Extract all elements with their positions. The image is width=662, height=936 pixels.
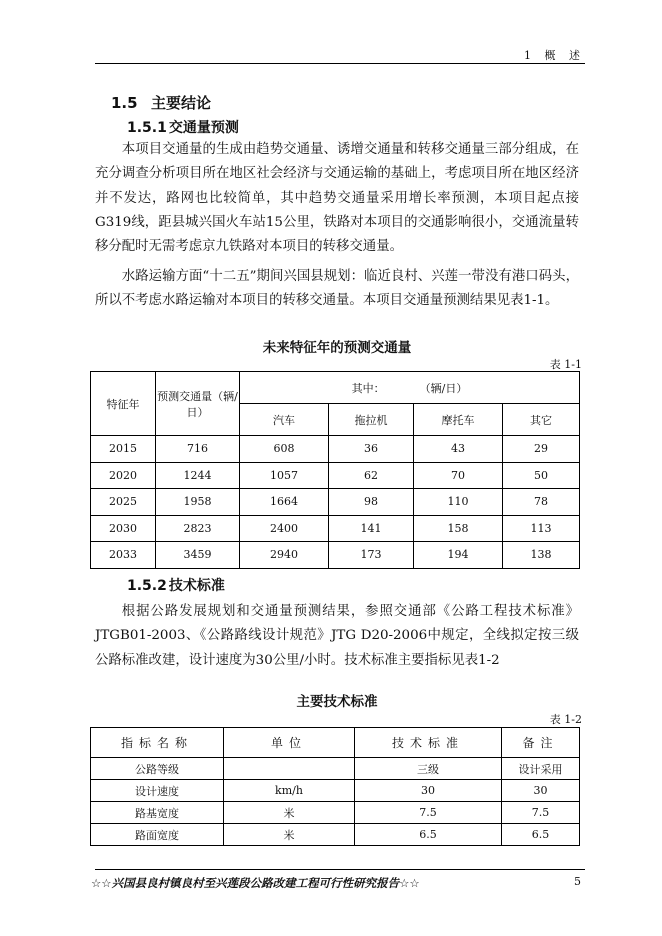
header-total: 预测交通量（辆/日） bbox=[156, 372, 240, 436]
table-cell: 3459 bbox=[156, 542, 240, 569]
table-cell: 2020 bbox=[91, 462, 156, 489]
traffic-paragraph-1 bbox=[95, 138, 579, 259]
table-cell: 米 bbox=[224, 802, 355, 824]
table-cell: 路基宽度 bbox=[91, 802, 224, 824]
table-row bbox=[91, 436, 580, 463]
table-row bbox=[91, 758, 580, 780]
table-cell: 30 bbox=[355, 780, 502, 802]
table1-title: 未来特征年的预测交通量 bbox=[262, 340, 412, 356]
table-cell: 98 bbox=[329, 489, 414, 516]
table-row bbox=[91, 802, 580, 824]
running-header bbox=[95, 47, 585, 64]
footer-text: ☆☆兴国县良村镇良村至兴莲段公路改建工程可行性研究报告☆☆ bbox=[91, 876, 420, 890]
table-cell: 7.5 bbox=[355, 802, 502, 824]
table1-number: 表 1-1 bbox=[549, 358, 582, 371]
table-cell: 1664 bbox=[240, 489, 329, 516]
page-number: 5 bbox=[574, 875, 581, 888]
table-cell: 公路等级 bbox=[91, 758, 224, 780]
table-cell: 2823 bbox=[156, 515, 240, 542]
table-cell: 路面宽度 bbox=[91, 824, 224, 846]
subsection-title: 交通量预测 bbox=[168, 120, 239, 136]
header-note: 备注 bbox=[502, 728, 580, 758]
section-heading bbox=[111, 92, 211, 113]
standard-paragraph bbox=[95, 600, 579, 673]
table-cell: km/h bbox=[224, 780, 355, 802]
paragraph-text: 水路运输方面“十二五”期间兴国县规划：临近良村、兴莲一带没有港口码头，所以不考虑水路运输对本项目的转移交通量。本项目交通量预测结果见表1-1。 bbox=[95, 269, 579, 309]
technical-standards-table bbox=[90, 727, 580, 846]
table-cell: 36 bbox=[329, 436, 414, 463]
table-cell: 113 bbox=[503, 515, 580, 542]
traffic-forecast-table bbox=[90, 371, 580, 569]
table2-number: 表 1-2 bbox=[549, 713, 582, 726]
header-other: 其它 bbox=[503, 404, 580, 436]
section-number: 1.5 bbox=[111, 94, 138, 112]
table-cell: 158 bbox=[414, 515, 503, 542]
table-header-row bbox=[91, 728, 580, 758]
traffic-table-body bbox=[91, 436, 580, 569]
table-cell: 1057 bbox=[240, 462, 329, 489]
table-cell: 设计速度 bbox=[91, 780, 224, 802]
subsection-number: 1.5.1 bbox=[127, 120, 167, 136]
table-cell: 1244 bbox=[156, 462, 240, 489]
header-car: 汽车 bbox=[240, 404, 329, 436]
table-row bbox=[91, 462, 580, 489]
table-cell: 6.5 bbox=[355, 824, 502, 846]
header-year: 特征年 bbox=[91, 372, 156, 436]
table-row bbox=[91, 542, 580, 569]
table-cell: 7.5 bbox=[502, 802, 580, 824]
table-cell: 50 bbox=[503, 462, 580, 489]
page-footer bbox=[91, 869, 585, 890]
table-cell: 2033 bbox=[91, 542, 156, 569]
subsection-heading-2 bbox=[127, 575, 225, 595]
table-cell: 米 bbox=[224, 824, 355, 846]
table-cell: 29 bbox=[503, 436, 580, 463]
traffic-paragraph-2 bbox=[95, 265, 579, 314]
header-moto: 摩托车 bbox=[414, 404, 503, 436]
table-cell: 1958 bbox=[156, 489, 240, 516]
table-cell: 62 bbox=[329, 462, 414, 489]
table-cell: 608 bbox=[240, 436, 329, 463]
table-cell: 138 bbox=[503, 542, 580, 569]
table-row bbox=[91, 489, 580, 516]
table-cell: 173 bbox=[329, 542, 414, 569]
table-row bbox=[91, 515, 580, 542]
subsection-number: 1.5.2 bbox=[127, 578, 167, 594]
table2-title: 主要技术标准 bbox=[296, 694, 378, 710]
table-cell: 2030 bbox=[91, 515, 156, 542]
table-cell: 30 bbox=[502, 780, 580, 802]
paragraph-text: 本项目交通量的生成由趋势交通量、诱增交通量和转移交通量三部分组成，在充分调查分析项目所在地区社会经济与交通运输的基础上，考虑项目所在地区经济并不发达，路网也比较简单，其中趋势交通量采用增长率预测，本项目起点接G319线，距县城兴国火车站15公里，铁路对本项目的交通影响很小，交通流量转移分配时无需考虑京九铁路对本项目的转移交通量。 bbox=[95, 142, 579, 255]
table-cell: 110 bbox=[414, 489, 503, 516]
table-cell: 2015 bbox=[91, 436, 156, 463]
section-title: 主要结论 bbox=[151, 94, 212, 112]
header-tractor: 拖拉机 bbox=[329, 404, 414, 436]
table-cell bbox=[224, 758, 355, 780]
table-row bbox=[91, 824, 580, 846]
subsection-title: 技术标准 bbox=[168, 578, 225, 594]
header-standard: 技术标准 bbox=[355, 728, 502, 758]
table-cell: 194 bbox=[414, 542, 503, 569]
table-header-row bbox=[91, 372, 580, 404]
table-cell: 6.5 bbox=[502, 824, 580, 846]
subsection-heading-1 bbox=[127, 117, 239, 137]
table-cell: 716 bbox=[156, 436, 240, 463]
table-cell: 2025 bbox=[91, 489, 156, 516]
header-unit: 单位 bbox=[224, 728, 355, 758]
chapter-label: 1 概 述 bbox=[524, 49, 585, 62]
table-cell: 141 bbox=[329, 515, 414, 542]
table-cell: 2400 bbox=[240, 515, 329, 542]
table-cell: 三级 bbox=[355, 758, 502, 780]
table-cell: 78 bbox=[503, 489, 580, 516]
table-row bbox=[91, 780, 580, 802]
table-cell: 设计采用 bbox=[502, 758, 580, 780]
header-indicator: 指标名称 bbox=[91, 728, 224, 758]
table-cell: 2940 bbox=[240, 542, 329, 569]
header-among: 其中： （辆/日） bbox=[240, 372, 580, 404]
table-cell: 43 bbox=[414, 436, 503, 463]
table-cell: 70 bbox=[414, 462, 503, 489]
standards-table-body bbox=[91, 758, 580, 846]
paragraph-text: 根据公路发展规划和交通量预测结果，参照交通部《公路工程技术标准》JTGB01-2003、《公路路线设计规范》JTG D20-2006中规定，全线拟定按三级公路标准改建，设计速度为30公里/小时。技术标准主要指标见表1-2 bbox=[95, 604, 579, 668]
